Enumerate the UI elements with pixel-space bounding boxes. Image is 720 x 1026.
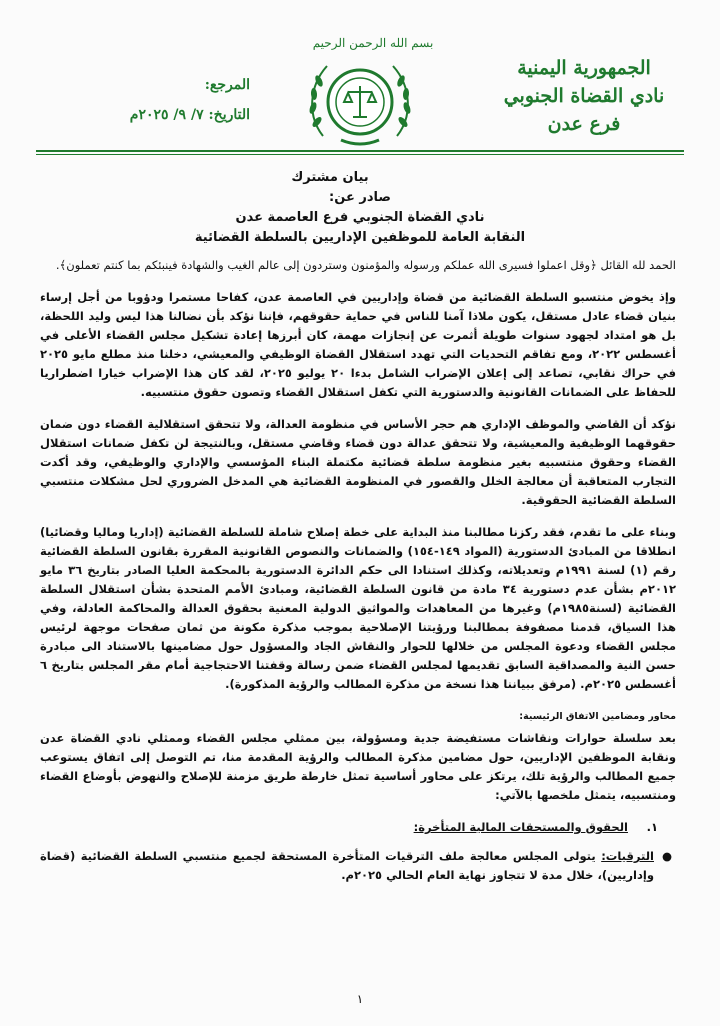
section-label: الحقوق والمستحقات المالية المتأخرة:	[413, 820, 628, 834]
date-label: التاريخ: ٧/ ٩/ ٢٠٢٥م	[129, 107, 250, 123]
paragraph-demands: وبناء على ما تقدم، فقد ركزنا مطالبنا منذ البداية على خطة إصلاح شاملة للسلطة القضائية (إداريا وماليا وقضائيا) انطلاقا من المبادئ الدستورية (المواد ١٤٩-١٥٤) والضمانات والنصوص القانونية المقررة بقانون السلطة القضائية رقم (١) لسنة ١٩٩١م وتعديلاته، وكذلك استنادا الى حكم الدائرة الدستورية بالمحكمة العليا الصادر بتاريخ ٣٦ مايو ٢٠١٢م بشأن عدم دستورية ٣٤ مادة من قانون السلطة القضائية، ومبادئ الأمم المتحدة بشأن استقلال السلطة القضائية (لسنة١٩٨٥م) وغيرها من المعاهدات والمواثيق الدولية المعنية بحقوق العدالة والمحاكمة العادلة، وفي هذا السياق، قدمنا مصفوفة بمطالبنا ورؤيتنا الإصلاحية بموجب مذكرة مكونة من ثمان صفحات موجهة لرئيس مجلس القضاء ودعوة المجلس من خلالها للحوار والنقاش الجاد والمسؤول حول مضامينها بالاستناد الى مبادرة حسن النية والمصداقية السابق تقديمها لمجلس القضاء ضمن رسالة وقفتنا الاحتجاجية أمام مقر المجلس بتاريخ ٦ أغسطس ٢٠٢٥م. (مرفق ببياننا هذا نسخة من مذكرة المطالب والرؤية المذكورة).	[40, 525, 676, 691]
issuer-union: النقابة العامة للموظفين الإداريين بالسلطة القضائية	[194, 230, 526, 245]
statement-titles	[0, 168, 720, 248]
basmala: بسم الله الرحمن الرحيم	[312, 36, 434, 50]
judges-club-emblem-icon	[303, 56, 417, 152]
statement-body	[40, 256, 676, 885]
issuer-club: نادي القضاة الجنوبي فرع العاصمة عدن	[235, 210, 485, 225]
opening-verse: الحمد لله القائل ﴿وقل اعملوا فسيرى الله عملكم ورسوله والمؤمنون وستردون إلى عالم الغيب والشهادة فينبئكم بما كنتم تعملون﴾.	[55, 258, 676, 272]
header-divider-thin	[36, 154, 684, 155]
issued-by-label: صادر عن:	[329, 190, 391, 205]
paragraph-foundation: نؤكد أن القاضي والموظف الإداري هم حجر الأساس في منظومة العدالة، ولا تتحقق استقلالية القضاء دون ضمان حقوقهما الوظيفية والمعيشية، ولا تتحقق عدالة دون قضاء وقاضي مستقل، وبالنتيجة لن تكفل ضمانات استقلال القضاء وحقوق منتسبيه بغير منظومة سلطة قضائية مكتملة البناء المؤسسي والإداري والوظيفي، وقد أكدت التجارب المتعاقبة أن معالجة الخلل والقصور في المنظومة القضائية هي المدخل الضروري لحل مشكلات منتسبي السلطة القضائية الحقوقية.	[40, 417, 676, 507]
bullet-key: الترقيات:	[601, 849, 654, 863]
section-financial-rights	[40, 818, 676, 837]
org-line-branch: فرع عدن	[547, 113, 621, 135]
org-line-republic: الجمهورية اليمنية	[517, 57, 651, 79]
bullet-promotions	[40, 847, 676, 885]
org-line-club: نادي القضاة الجنوبي	[503, 85, 665, 107]
bullet-text: يتولى المجلس معالجة ملف الترقيات المتأخرة المستحقة لجميع منتسبي السلطة القضائية (قضاة وإداريين)، خلال مدة لا تتجاوز نهاية العام الحالي ٢٠٢٥م.	[40, 849, 654, 882]
page-number: ١	[356, 992, 364, 1006]
bullet-dot-icon: ●	[661, 849, 672, 863]
reference-label: المرجع:	[204, 77, 250, 93]
statement-title: بيان مشترك	[291, 170, 369, 185]
header-divider	[36, 150, 684, 152]
agreement-heading: محاور ومضامين الاتفاق الرئيسية:	[519, 711, 676, 722]
paragraph-agreement: بعد سلسلة حوارات ونقاشات مستفيضة جدية ومسؤولة، بين ممثلي مجلس القضاء وممثلي نادي القضاة عدن ونقابة الموظفين الإداريين، حول مضامين مذكرة المطالب والرؤية المقدمة منا، تم التوصل إلى اتفاق يستوعب جميع المطالب والرؤية تلك، يرتكز على محاور أساسية تمثل خارطة طريق مزمنة للإصلاح والنهوض بأوضاع القضاء ومنتسبيه، يتمثل ملخصها بالآتي:	[40, 731, 676, 802]
org-header	[484, 54, 684, 138]
reference-block	[40, 70, 250, 130]
paragraph-struggle: وإذ يخوض منتسبو السلطة القضائية من قضاة وإداريين في العاصمة عدن، كفاحا مستمرا ودؤوبا من أجل إرساء بنيان قضاء عادل مستقل، يكون ملاذا آمنا للناس في حماية حقوقهم، فإننا نؤكد بأن نضالنا هذا ليس وليد اللحظة، بل هو امتداد لجهود سنوات طويلة أثمرت عن إنجازات مهمة، كان أبرزها إعادة تشكيل مجلس القضاء الأعلى في أغسطس ٢٠٢٢، ومع تفاقم التحديات التي تهدد استقلال القضاة الوظيفي والمعيشي، دخلنا منذ مطلع مايو ٢٠٢٥ في حراك نقابي، تصاعد إلى إعلان الإضراب الشامل بدءا ٢٠ يوليو ٢٠٢٥، لقد كان هذا الإضراب خيارا اضطراريا للحفاظ على الضمانات القانونية والدستورية التي تكفل استقلال القضاء وتصون حقوق منتسبيه.	[40, 290, 677, 399]
section-number: ١.	[646, 820, 658, 834]
